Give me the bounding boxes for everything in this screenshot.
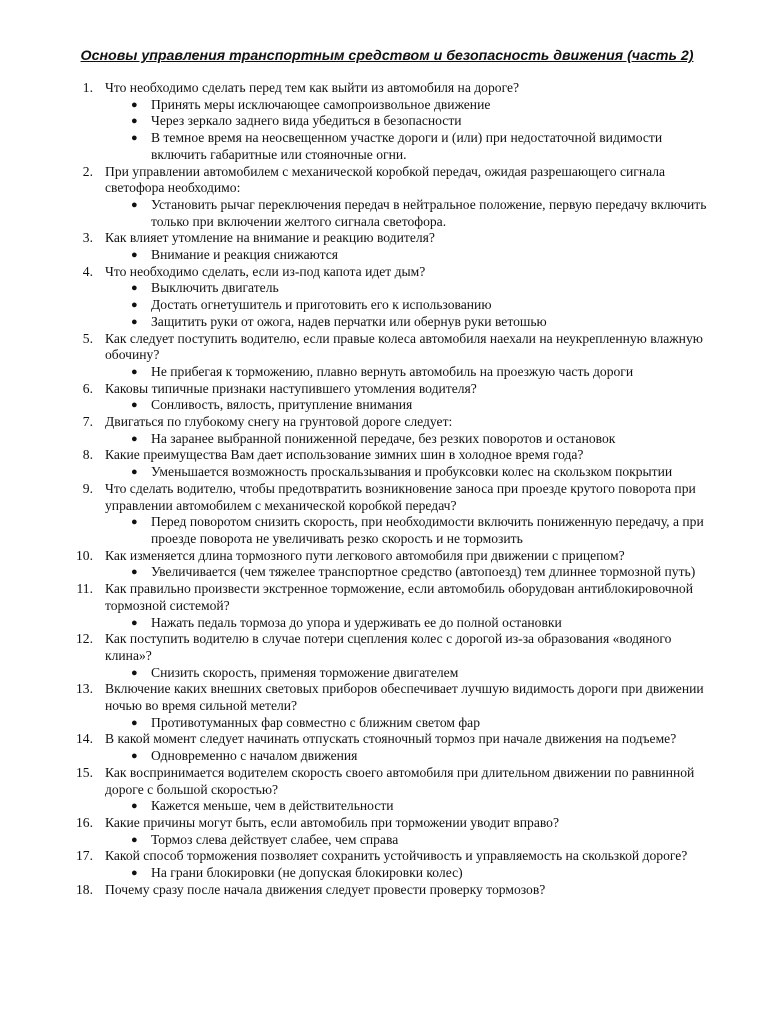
answer-list xyxy=(105,798,720,815)
answer-item xyxy=(105,297,720,314)
answer-text: Достать огнетушитель и приготовить его к использованию xyxy=(151,297,492,313)
question-item xyxy=(68,681,720,731)
question-number: 2. xyxy=(82,163,93,179)
answer-item xyxy=(105,464,720,481)
answer-list xyxy=(105,665,720,682)
answer-item xyxy=(105,564,720,581)
question-item xyxy=(68,447,720,480)
question-text: При управлении автомобилем с механической коробкой передач, ожидая разрешающего сигнала светофора необходимо: xyxy=(105,163,666,196)
question-number: 6. xyxy=(82,380,93,396)
bullet-icon: ● xyxy=(131,299,138,312)
question-number: 3. xyxy=(82,230,93,246)
answer-text: Перед поворотом снизить скорость, при необходимости включить пониженную передачу, а при проезде поворота не увеличивать резко скорость и не тормозить xyxy=(151,514,704,546)
question-number: 12. xyxy=(76,631,93,647)
answer-text: Не прибегая к торможению, плавно вернуть автомобиль на проезжую часть дороги xyxy=(151,363,634,379)
bullet-icon: ● xyxy=(131,867,138,880)
question-text: Как правильно произвести экстренное торможение, если автомобиль оборудован антиблокировочной тормозной системой? xyxy=(105,581,693,613)
question-text: Как следует поступить водителю, если правые колеса автомобиля наехали на неукрепленную влажную обочину? xyxy=(105,330,703,363)
bullet-icon: ● xyxy=(131,666,138,679)
answer-item xyxy=(105,832,720,849)
bullet-icon: ● xyxy=(131,716,138,729)
answer-text: Тормоз слева действует слабее, чем справа xyxy=(151,831,399,847)
question-item xyxy=(68,765,720,815)
question-number: 18. xyxy=(76,881,93,897)
answer-item xyxy=(105,865,720,882)
question-number: 14. xyxy=(76,731,93,747)
question-text: Как изменяется длина тормозного пути легкового автомобиля при движении с прицепом? xyxy=(105,547,625,563)
question-item xyxy=(68,548,720,581)
answer-text: Кажется меньше, чем в действительности xyxy=(151,798,394,814)
bullet-icon: ● xyxy=(131,399,138,412)
answer-list xyxy=(105,615,720,632)
answer-list xyxy=(105,715,720,732)
question-item xyxy=(68,731,720,764)
answer-item xyxy=(105,130,720,163)
answer-item xyxy=(105,314,720,331)
question-number: 17. xyxy=(76,848,93,864)
bullet-icon: ● xyxy=(131,365,138,378)
question-item xyxy=(68,264,720,331)
question-item xyxy=(68,331,720,381)
answer-text: В темное время на неосвещенном участке дороги и (или) при недостаточной видимости включить габаритные или стояночные огни. xyxy=(151,130,663,162)
question-item xyxy=(68,414,720,447)
question-text: Какие преимущества Вам дает использование зимних шин в холодное время года? xyxy=(105,447,584,463)
page-title: Основы управления транспортным средством и безопасность движения (часть 2) xyxy=(80,48,694,64)
answer-text: Нажать педаль тормоза до упора и удерживать ее до полной остановки xyxy=(151,614,562,630)
question-text: Двигаться по глубокому снегу на грунтовой дороге следует: xyxy=(105,414,453,430)
answer-text: Принять меры исключающее самопроизвольное движение xyxy=(151,96,491,112)
answer-list xyxy=(105,832,720,849)
answer-list xyxy=(105,280,720,330)
bullet-icon: ● xyxy=(131,566,138,579)
answer-item xyxy=(105,514,720,547)
answer-list xyxy=(105,514,720,547)
answer-list xyxy=(105,97,720,164)
question-number: 9. xyxy=(82,480,93,496)
question-number: 7. xyxy=(82,414,93,430)
question-number: 10. xyxy=(76,547,93,563)
question-number: 13. xyxy=(76,681,93,697)
answer-text: Увеличивается (чем тяжелее транспортное средство (автопоезд) тем длиннее тормозной путь) xyxy=(151,564,696,580)
bullet-icon: ● xyxy=(131,98,138,111)
answer-item xyxy=(105,615,720,632)
bullet-icon: ● xyxy=(131,432,138,445)
question-text: Какой способ торможения позволяет сохранить устойчивость и управляемость на скользкой дороге? xyxy=(105,848,688,864)
answer-item xyxy=(105,280,720,297)
question-item xyxy=(68,164,720,231)
question-item xyxy=(68,381,720,414)
answer-item xyxy=(105,748,720,765)
answer-item xyxy=(105,364,720,381)
bullet-icon: ● xyxy=(131,516,138,529)
answer-item xyxy=(105,97,720,114)
answer-item xyxy=(105,715,720,732)
answer-item xyxy=(105,431,720,448)
question-item xyxy=(68,481,720,548)
answer-item xyxy=(105,665,720,682)
question-text: Что сделать водителю, чтобы предотвратить возникновение заноса при проезде крутого поворота при управлении автомобилем с механической коробкой передач? xyxy=(105,480,696,513)
question-number: 5. xyxy=(82,330,93,346)
question-text: Какие причины могут быть, если автомобиль при торможении уводит вправо? xyxy=(105,814,560,830)
question-item xyxy=(68,80,720,164)
answer-item xyxy=(105,113,720,130)
bullet-icon: ● xyxy=(131,800,138,813)
question-list xyxy=(68,80,720,898)
question-text: В какой момент следует начинать отпускать стояночный тормоз при начале движения на подъеме? xyxy=(105,731,677,747)
answer-item xyxy=(105,197,720,230)
question-text: Как поступить водителю в случае потери сцепления колес с дорогой из-за образования «водяного клина»? xyxy=(105,631,672,663)
answer-text: На грани блокировки (не допуская блокировки колес) xyxy=(151,865,463,881)
answer-text: Противотуманных фар совместно с ближним светом фар xyxy=(151,714,481,730)
question-text: Как влияет утомление на внимание и реакцию водителя? xyxy=(105,230,435,246)
question-text: Что необходимо сделать перед тем как выйти из автомобиля на дороге? xyxy=(105,80,520,95)
question-item xyxy=(68,230,720,263)
answer-item xyxy=(105,397,720,414)
bullet-icon: ● xyxy=(131,249,138,262)
answer-list xyxy=(105,247,720,264)
answer-list xyxy=(105,431,720,448)
question-number: 11. xyxy=(76,581,93,597)
answer-list xyxy=(105,364,720,381)
answer-text: Внимание и реакция снижаются xyxy=(151,247,339,263)
answer-item xyxy=(105,798,720,815)
question-text: Включение каких внешних световых приборов обеспечивает лучшую видимость дороги при движении ночью во время сильной метели? xyxy=(105,681,704,714)
answer-list xyxy=(105,564,720,581)
answer-text: Уменьшается возможность проскальзывания и пробуксовки колес на скользком покрытии xyxy=(151,464,673,480)
bullet-icon: ● xyxy=(131,115,138,128)
answer-text: Защитить руки от ожога, надев перчатки или обернув руки ветошью xyxy=(151,313,547,329)
bullet-icon: ● xyxy=(131,750,138,763)
bullet-icon: ● xyxy=(131,616,138,629)
question-text: Что необходимо сделать, если из-под капота идет дым? xyxy=(105,263,426,279)
bullet-icon: ● xyxy=(131,282,138,295)
question-text: Как воспринимается водителем скорость своего автомобиля при длительном движении по равнинной дороге с большой скоростью? xyxy=(105,764,695,797)
answer-text: Снизить скорость, применяя торможение двигателем xyxy=(151,664,459,680)
question-number: 1. xyxy=(82,80,93,95)
answer-list xyxy=(105,397,720,414)
bullet-icon: ● xyxy=(131,132,138,145)
bullet-icon: ● xyxy=(131,198,138,211)
question-item xyxy=(68,848,720,881)
question-item xyxy=(68,581,720,631)
question-item xyxy=(68,815,720,848)
answer-text: Сонливость, вялость, притупление внимания xyxy=(151,397,413,413)
bullet-icon: ● xyxy=(131,466,138,479)
answer-text: Через зеркало заднего вида убедиться в безопасности xyxy=(151,113,462,129)
question-text: Каковы типичные признаки наступившего утомления водителя? xyxy=(105,380,477,396)
answer-text: Одновременно с началом движения xyxy=(151,748,358,764)
answer-text: Выключить двигатель xyxy=(151,280,279,296)
answer-list xyxy=(105,197,720,230)
question-text: Почему сразу после начала движения следует провести проверку тормозов? xyxy=(105,881,546,897)
answer-list xyxy=(105,748,720,765)
question-number: 15. xyxy=(76,764,93,780)
question-number: 8. xyxy=(82,447,93,463)
answer-text: Установить рычаг переключения передач в нейтральное положение, первую передачу включить только при включении желтого сигнала светофора. xyxy=(151,196,707,229)
bullet-icon: ● xyxy=(131,833,138,846)
bullet-icon: ● xyxy=(131,315,138,328)
question-item xyxy=(68,882,720,899)
question-item xyxy=(68,631,720,681)
question-number: 16. xyxy=(76,814,93,830)
answer-item xyxy=(105,247,720,264)
question-number: 4. xyxy=(82,263,93,279)
answer-list xyxy=(105,464,720,481)
answer-text: На заранее выбранной пониженной передаче, без резких поворотов и остановок xyxy=(151,430,616,446)
answer-list xyxy=(105,865,720,882)
